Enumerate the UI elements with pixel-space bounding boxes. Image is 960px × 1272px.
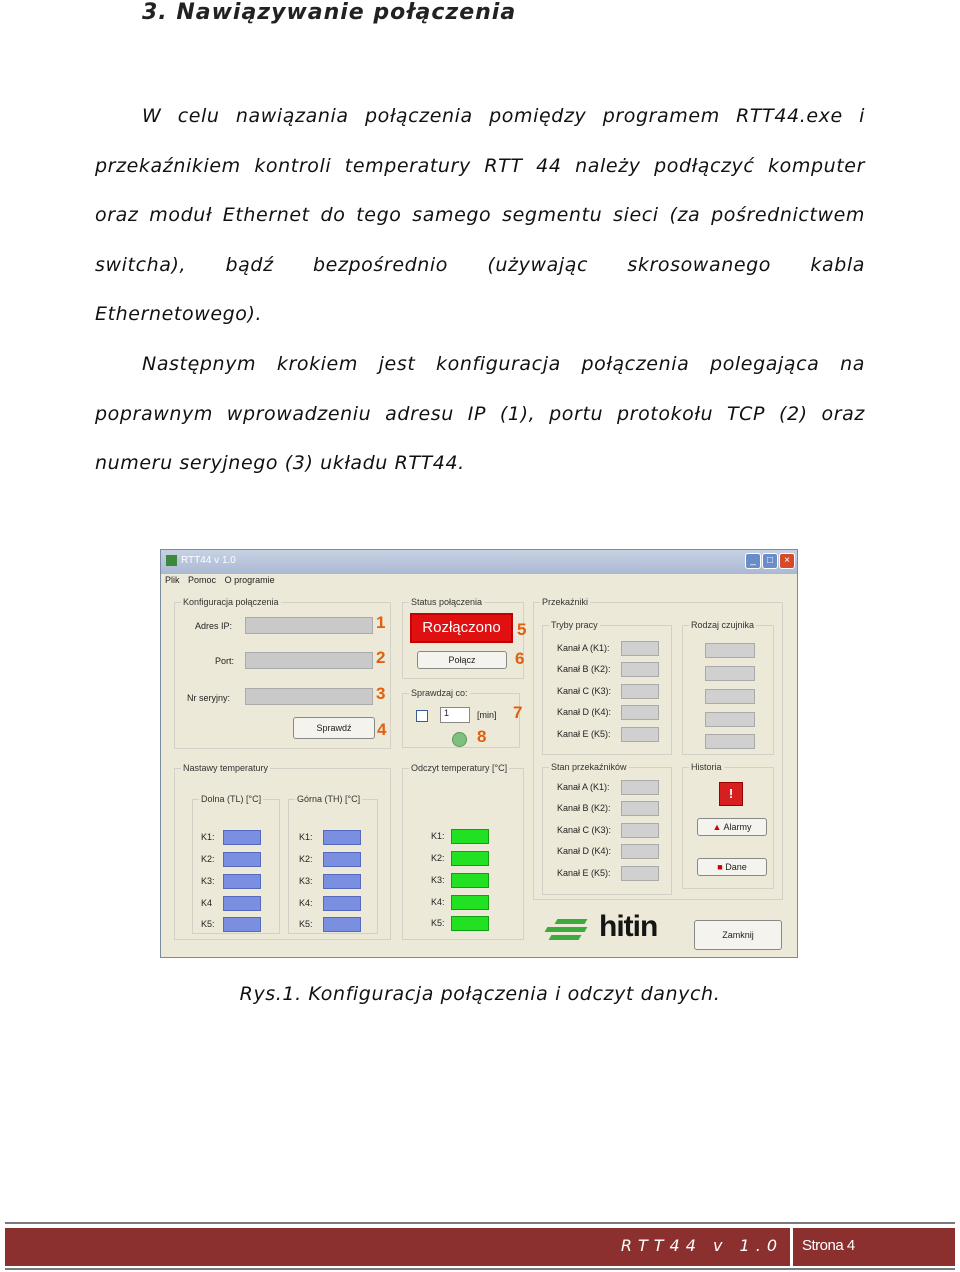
setpoint-field[interactable] (323, 917, 361, 932)
paragraph-line: oraz moduł Ethernet do tego samego segmentu sieci (za pośrednictwem (95, 204, 865, 226)
interval-stepper[interactable]: 1 (440, 707, 470, 723)
setpoint-field[interactable] (223, 852, 261, 867)
paragraph-line: Ethernetowego). (95, 303, 263, 325)
setpoint-field[interactable] (323, 896, 361, 911)
footer-bar (5, 1228, 955, 1266)
channel-label: Kanał C (K3): (557, 825, 612, 835)
setpoint-field[interactable] (223, 830, 261, 845)
k-label: K4: (299, 898, 313, 908)
history-group (682, 762, 774, 889)
data-icon: ■ (717, 862, 723, 872)
readout-field (451, 829, 489, 844)
footer-rule-top (5, 1222, 955, 1224)
data-button[interactable] (697, 858, 767, 876)
mode-field (621, 727, 659, 742)
hitin-logo-icon (546, 913, 596, 943)
paragraph-1 (95, 92, 865, 340)
mode-field (621, 641, 659, 656)
group-label: Status połączenia (411, 597, 483, 607)
channel-label: Kanał A (K1): (557, 643, 610, 653)
channel-label: Kanał B (K2): (557, 803, 611, 813)
menu-bar (165, 575, 281, 585)
readout-field (451, 916, 489, 931)
k-label: K3: (201, 876, 215, 886)
port-field[interactable] (245, 652, 373, 669)
setpoint-field[interactable] (323, 830, 361, 845)
k-label: K1: (299, 832, 313, 842)
upper-setpoint-group (288, 794, 378, 934)
connect-button[interactable]: Połącz (417, 651, 507, 669)
paragraph-line: Następnym krokiem jest konfiguracja połączenia polegająca na (142, 353, 865, 375)
figure-caption: Rys.1. Konfiguracja połączenia i odczyt danych. (239, 983, 721, 1005)
channel-label: Kanał C (K3): (557, 686, 612, 696)
connection-config-group (174, 597, 391, 749)
sensor-field (705, 643, 755, 658)
group-label: Przekaźniki (542, 597, 589, 607)
window-title: RTT44 v 1.0 (181, 555, 236, 566)
readout-field (451, 873, 489, 888)
data-label: Dane (725, 862, 747, 872)
marker-7: 7 (513, 703, 523, 722)
relay-state-group (542, 762, 672, 895)
marker-1: 1 (376, 613, 386, 632)
temperature-readout-group (402, 763, 524, 940)
ip-label: Adres IP: (195, 621, 233, 631)
group-label: Historia (691, 762, 722, 772)
channel-label: Kanał E (K5): (557, 868, 611, 878)
status-group (402, 597, 527, 679)
state-field (621, 780, 659, 795)
marker-5: 5 (517, 620, 527, 639)
port-label: Port: (215, 656, 235, 666)
group-label: Konfiguracja połączenia (183, 597, 279, 607)
auto-check-checkbox[interactable] (416, 710, 428, 722)
channel-label: Kanał B (K2): (557, 664, 611, 674)
group-label: Odczyt temperatury [°C] (411, 763, 508, 773)
state-field (621, 823, 659, 838)
sensor-field (705, 689, 755, 704)
channel-label: Kanał E (K5): (557, 729, 611, 739)
minimize-icon[interactable]: _ (745, 553, 761, 569)
setpoint-field[interactable] (223, 917, 261, 932)
page-number: Strona 4 (802, 1237, 855, 1254)
k-label: K2: (201, 854, 215, 864)
mode-field (621, 684, 659, 699)
k-label: K3: (299, 876, 313, 886)
mode-field (621, 705, 659, 720)
paragraph-line: przekaźnikiem kontroli temperatury RTT 44 należy podłączyć komputer (95, 154, 865, 177)
group-label: Sprawdzaj co: (411, 688, 468, 698)
group-label: Tryby pracy (551, 620, 598, 630)
footer-title: RTT44 v 1.0 (620, 1236, 783, 1255)
group-label: Dolna (TL) [°C] (201, 794, 262, 804)
serial-field[interactable] (245, 688, 373, 705)
paragraph-2 (95, 340, 865, 489)
marker-3: 3 (376, 684, 386, 703)
setpoint-field[interactable] (323, 874, 361, 889)
k-label: K3: (431, 875, 445, 885)
section-heading: 3. Nawiązywanie połączenia (142, 0, 517, 25)
menu-about[interactable]: O programie (224, 575, 275, 585)
interval-unit: [min] (477, 710, 497, 720)
sensor-field (705, 666, 755, 681)
paragraph-line: W celu nawiązania połączenia pomiędzy programem RTT44.exe i (142, 105, 865, 127)
state-field (621, 844, 659, 859)
k-label: K1: (431, 831, 445, 841)
sensor-field (705, 712, 755, 727)
mode-field (621, 662, 659, 677)
alarms-button[interactable] (697, 818, 767, 836)
readout-field (451, 851, 489, 866)
status-led-icon (452, 732, 467, 747)
group-label: Rodzaj czujnika (691, 620, 755, 630)
sensor-field (705, 734, 755, 749)
group-label: Górna (TH) [°C] (297, 794, 361, 804)
k-label: K5: (431, 918, 445, 928)
close-button[interactable]: Zamknij (694, 920, 782, 950)
channel-label: Kanał A (K1): (557, 782, 610, 792)
group-label: Nastawy temperatury (183, 763, 269, 773)
sensor-type-group (682, 620, 774, 755)
k-label: K4: (431, 897, 445, 907)
state-field (621, 801, 659, 816)
setpoints-group (174, 763, 391, 940)
modes-group (542, 620, 672, 755)
marker-8: 8 (477, 727, 487, 746)
marker-6: 6 (515, 649, 525, 668)
check-button[interactable]: Sprawdź (293, 717, 375, 739)
lower-setpoint-group (192, 794, 280, 934)
window-titlebar (161, 550, 797, 574)
k-label: K4 (201, 898, 213, 908)
k-label: K1: (201, 832, 215, 842)
paragraph-line: numeru seryjnego (3) układu RTT44. (95, 452, 465, 474)
bell-icon: ▲ (712, 822, 722, 832)
status-badge: Rozłączono (410, 613, 513, 643)
app-window-figure (160, 549, 798, 958)
k-label: K5: (299, 919, 313, 929)
k-label: K2: (299, 854, 313, 864)
hitin-logo-text: hitin (599, 910, 658, 943)
relays-group (533, 597, 783, 900)
k-label: K2: (431, 853, 445, 863)
check-interval-group (402, 688, 523, 748)
close-icon[interactable]: × (779, 553, 795, 569)
setpoint-field[interactable] (323, 852, 361, 867)
maximize-icon[interactable]: □ (762, 553, 778, 569)
k-label: K5: (201, 919, 215, 929)
menu-file[interactable]: Plik (165, 575, 180, 585)
marker-2: 2 (376, 648, 386, 667)
readout-field (451, 895, 489, 910)
warning-icon: ! (719, 782, 743, 806)
channel-label: Kanał D (K4): (557, 707, 612, 717)
setpoint-field[interactable] (223, 896, 261, 911)
footer-rule-bottom (5, 1268, 955, 1270)
menu-help[interactable]: Pomoc (188, 575, 217, 585)
footer-separator (790, 1228, 793, 1266)
paragraph-line: switcha), bądź bezpośrednio (używając skrosowanego kabla (95, 253, 865, 276)
paragraph-line: poprawnym wprowadzeniu adresu IP (1), portu protokołu TCP (2) oraz (95, 402, 865, 425)
setpoint-field[interactable] (223, 874, 261, 889)
ip-field[interactable] (245, 617, 373, 634)
alarms-label: Alarmy (723, 822, 752, 832)
state-field (621, 866, 659, 881)
serial-label: Nr seryjny: (187, 693, 231, 703)
app-icon (166, 555, 177, 566)
channel-label: Kanał D (K4): (557, 846, 612, 856)
group-label: Stan przekaźników (551, 762, 627, 772)
marker-4: 4 (377, 720, 387, 739)
